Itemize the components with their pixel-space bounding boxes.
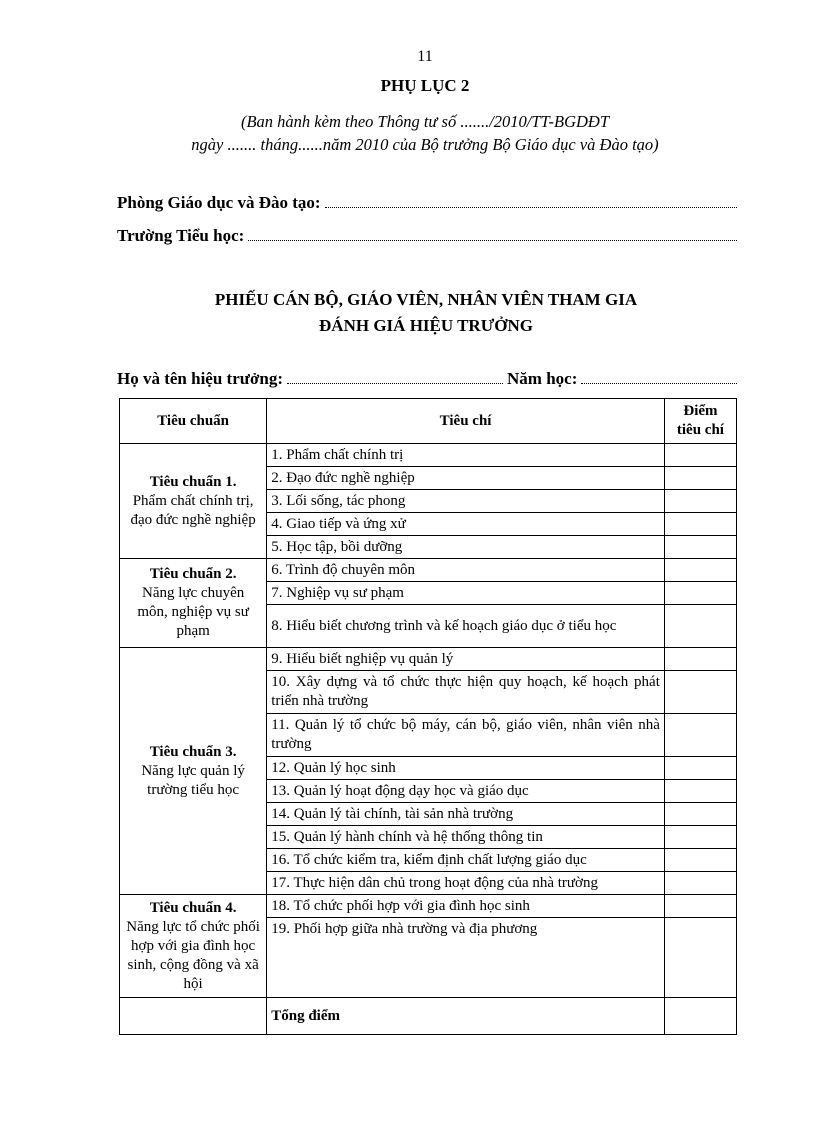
- header-score: [664, 399, 736, 444]
- criterion-cell: 14. Quản lý tài chính, tài sản nhà trường: [267, 803, 665, 826]
- criterion-cell: 2. Đạo đức nghề nghiệp: [267, 467, 665, 490]
- criterion-cell: 17. Thực hiện dân chủ trong hoạt động của nhà trường: [267, 872, 665, 895]
- principal-blank[interactable]: [287, 369, 503, 384]
- standard-cell: [120, 444, 267, 559]
- total-label: Tổng điểm: [267, 998, 665, 1035]
- standard-name: Tiêu chuẩn 1.: [149, 473, 237, 490]
- header-score-line2: tiêu chí: [676, 422, 724, 438]
- table-row: [120, 444, 737, 467]
- score-cell[interactable]: [664, 467, 736, 490]
- standard-desc: Năng lực tổ chức phối hợp với gia đình học sinh, cộng đồng và xã hội: [126, 918, 260, 992]
- department-blank[interactable]: [325, 193, 737, 208]
- score-cell[interactable]: [664, 895, 736, 918]
- header-standard: Tiêu chuẩn: [120, 399, 267, 444]
- standard-desc: Năng lực quản lý trường tiểu học: [141, 762, 245, 798]
- form-title-line2: ĐÁNH GIÁ HIỆU TRƯỞNG: [319, 316, 533, 335]
- score-cell[interactable]: [664, 536, 736, 559]
- issued-note-line1: (Ban hành kèm theo Thông tư số ......./2010/TT-BGDĐT: [240, 112, 610, 131]
- criterion-cell: 15. Quản lý hành chính và hệ thống thông tin: [267, 826, 665, 849]
- school-label: Trường Tiểu học:: [117, 226, 245, 245]
- principal-field: [117, 369, 737, 389]
- criterion-cell: 4. Giao tiếp và ứng xử: [267, 513, 665, 536]
- total-row: [120, 998, 737, 1035]
- standard-cell: [120, 648, 267, 895]
- school-blank[interactable]: [248, 226, 737, 241]
- criterion-cell: 5. Học tập, bồi dưỡng: [267, 536, 665, 559]
- total-score-cell[interactable]: [664, 998, 736, 1035]
- criterion-cell: 16. Tổ chức kiểm tra, kiểm định chất lượng giáo dục: [267, 849, 665, 872]
- criterion-cell: 19. Phối hợp giữa nhà trường và địa phương: [267, 918, 665, 998]
- standard-name: Tiêu chuẩn 2.: [149, 566, 237, 582]
- appendix-title: PHỤ LỤC 2: [380, 76, 470, 95]
- score-cell[interactable]: [664, 648, 736, 671]
- table-row: [120, 895, 737, 918]
- page-number: 11: [417, 48, 433, 65]
- score-cell[interactable]: [664, 605, 736, 648]
- criterion-cell: 9. Hiểu biết nghiệp vụ quản lý: [267, 648, 665, 671]
- criterion-cell: 18. Tổ chức phối hợp với gia đình học sinh: [267, 895, 665, 918]
- score-cell[interactable]: [664, 490, 736, 513]
- criterion-cell: 1. Phẩm chất chính trị: [267, 444, 665, 467]
- score-cell[interactable]: [664, 671, 736, 714]
- total-empty-cell: [120, 998, 267, 1035]
- standard-cell: [120, 559, 267, 648]
- criterion-cell: 11. Quản lý tổ chức bộ máy, cán bộ, giáo viên, nhân viên nhà trường: [267, 714, 665, 757]
- table-row: [120, 559, 737, 582]
- score-cell[interactable]: [664, 872, 736, 895]
- score-cell[interactable]: [664, 513, 736, 536]
- form-title: [0, 287, 816, 339]
- criterion-cell: 12. Quản lý học sinh: [267, 757, 665, 780]
- school-field: [117, 226, 737, 246]
- header-criteria: Tiêu chí: [267, 399, 665, 444]
- standard-desc: Phẩm chất chính trị, đạo đức nghề nghiệp: [130, 492, 256, 528]
- department-field: [117, 193, 737, 213]
- standard-name: Tiêu chuẩn 3.: [149, 743, 237, 760]
- criterion-cell: 10. Xây dựng và tổ chức thực hiện quy hoạch, kế hoạch phát triển nhà trường: [267, 671, 665, 714]
- standard-cell: [120, 895, 267, 998]
- score-cell[interactable]: [664, 714, 736, 757]
- score-cell[interactable]: [664, 582, 736, 605]
- standard-desc: Năng lực chuyên môn, nghiệp vụ sư phạm: [137, 585, 249, 639]
- score-cell[interactable]: [664, 803, 736, 826]
- criterion-cell: 8. Hiểu biết chương trình và kế hoạch giáo dục ở tiểu học: [267, 605, 665, 648]
- score-cell[interactable]: [664, 780, 736, 803]
- evaluation-table: [119, 398, 737, 1035]
- criterion-cell: 13. Quản lý hoạt động dạy học và giáo dục: [267, 780, 665, 803]
- school-year-blank[interactable]: [581, 369, 737, 384]
- score-cell[interactable]: [664, 826, 736, 849]
- standard-name: Tiêu chuẩn 4.: [149, 899, 237, 916]
- score-cell[interactable]: [664, 849, 736, 872]
- school-year-label: Năm học:: [507, 369, 578, 388]
- criterion-cell: 3. Lối sống, tác phong: [267, 490, 665, 513]
- score-cell[interactable]: [664, 559, 736, 582]
- department-label: Phòng Giáo dục và Đào tạo:: [117, 193, 321, 212]
- form-title-line1: PHIẾU CÁN BỘ, GIÁO VIÊN, NHÂN VIÊN THAM GIA: [214, 290, 638, 309]
- principal-label: Họ và tên hiệu trưởng:: [117, 369, 283, 388]
- table-row: [120, 648, 737, 671]
- score-cell[interactable]: [664, 757, 736, 780]
- score-cell[interactable]: [664, 918, 736, 998]
- table-header-row: [120, 399, 737, 444]
- issued-note: [0, 110, 816, 156]
- score-cell[interactable]: [664, 444, 736, 467]
- header-score-line1: Điểm: [683, 403, 718, 419]
- criterion-cell: 6. Trình độ chuyên môn: [267, 559, 665, 582]
- issued-note-line2: ngày ....... tháng......năm 2010 của Bộ trưởng Bộ Giáo dục và Đào tạo): [191, 135, 659, 154]
- criterion-cell: 7. Nghiệp vụ sư phạm: [267, 582, 665, 605]
